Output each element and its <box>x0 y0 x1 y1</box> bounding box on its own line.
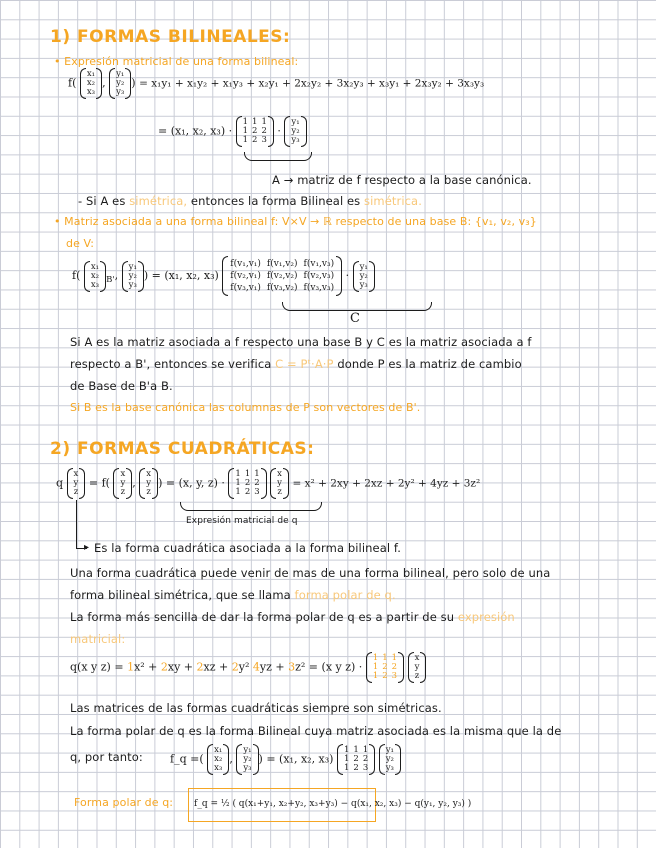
matrix-C: f(v₁,v₁) f(v₁,v₂) f(v₁,v₃) f(v₂,v₁) f(v₂,v₂) f(v₂,v₃) f(v₃,v₁) f(v₃,v₂) f(v₃,v₃) <box>222 258 342 294</box>
quadratic-term-1: (x y z) <box>77 660 111 674</box>
vector-x-polar: x₁ x₂ x₃ <box>207 746 229 773</box>
matrix-Q-polar: 1 1 1 1 2 2 1 2 3 <box>337 746 375 773</box>
quadratic-term-9: 2 <box>231 660 239 674</box>
quadratic-term-2: = <box>110 660 128 674</box>
bilinear-equation-2: = (x₁, x₂, x₃) · 1 1 1 1 2 2 1 2 3 · y₁ y₂ y₃ <box>158 118 307 145</box>
matrix-A-note: A → matriz de f respecto a la base canónica. <box>272 173 532 187</box>
paragraph-5b: q, por tanto: <box>70 750 143 764</box>
vector-xyz-5: x y z <box>408 654 427 681</box>
arrow-head-icon: ▸ <box>84 542 90 553</box>
vector-y-2: y₁ y₂ y₃ <box>284 118 306 145</box>
quadratic-term-13: 3 <box>288 660 296 674</box>
bilinear-equation-3: f( x₁ x₂ x₃ $_{B'}$, y₁ y₂ y₃ ) = (x₁, x₂, x₃) f(v₁,v₁) f(v₁,v₂) f(v₁,v₃) f(v₂,v₁) f(v₂,v₂) f(v₂,v₃) f(v₃,v₁) f(v₃,v₂) f(v₃,v₃) · y₁ y₂ y₃ <box>72 258 375 294</box>
quadratic-term-7: 2 <box>196 660 204 674</box>
paragraph-3a: La forma más sencilla de dar la forma polar de q es a partir de su expresión <box>70 610 515 624</box>
polar-form-label: Forma polar de q: <box>74 796 174 809</box>
quadratic-term-0: q <box>70 660 78 674</box>
vector-y-B-2: y₁ y₂ y₃ <box>353 263 375 290</box>
brace-C <box>282 302 432 311</box>
paragraph-2a: Una forma cuadrática puede venir de mas de una forma bilineal, pero solo de una <box>70 566 551 580</box>
paragraph-1b: respecto a B', entonces se verifica C = Pᵗ·A·P donde P es la matriz de cambio <box>70 357 522 371</box>
quadratic-term-4: x² + <box>134 660 161 674</box>
paragraph-3b: matricial: <box>70 632 126 646</box>
polar-equation: f_q =( x₁ x₂ x₃ , y₁ y₂ y₃ ) = (x₁, x₂, x₃) 1 1 1 1 2 2 1 2 3 y₁ y₂ y₃ <box>170 746 401 773</box>
brace-A <box>244 152 312 161</box>
quadratic-term-11: 4 <box>252 660 260 674</box>
quadratic-term-3: 1 <box>127 660 135 674</box>
matrix-expression-label: Expresión matricial de q <box>186 516 298 526</box>
paragraph-4: Las matrices de las formas cuadráticas siempre son simétricas. <box>70 701 442 715</box>
polar-form-formula: f_q = ½ ( q(x₁+y₁, x₂+y₂, x₃+y₃) − q(x₁, x₂, x₃) − q(y₁, y₂, y₃) ) <box>194 799 472 809</box>
quadratic-term-10: y² <box>238 660 253 674</box>
matrix-Q: 1 1 1 1 2 2 1 2 3 <box>228 470 266 497</box>
quadratic-equation-2 <box>70 654 426 681</box>
symmetric-note: - Si A es simétrica, entonces la forma Bilineal es simétrica. <box>78 194 422 208</box>
section-2-title: 2) FORMAS CUADRÁTICAS: <box>50 439 315 459</box>
bilinear-equation-1: f( x₁ x₂ x₃ , y₁ y₂ y₃ ) = x₁y₁ + x₁y₂ + x₁y₃ + x₂y₁ + 2x₂y₂ + 3x₂y₃ + x₃y₁ + 2x₃y₂ + 3x₃y₃ <box>68 69 485 97</box>
vector-y: y₁ y₂ y₃ <box>109 70 131 97</box>
quadratic-expansion <box>70 661 362 674</box>
vector-xyz-2: x y z <box>113 470 132 497</box>
vector-xyz: x y z <box>67 470 86 497</box>
quadratic-term-6: xy + <box>167 660 197 674</box>
arrow-note: Es la forma cuadrática asociada a la forma bilineal f. <box>94 541 401 555</box>
vector-y-B: y₁ y₂ y₃ <box>122 263 144 290</box>
vector-x: x₁ x₂ x₃ <box>80 70 102 97</box>
vector-x-B: x₁ x₂ x₃ <box>84 263 106 290</box>
matrix-Q-colored: 1 1 1 1 2 2 1 2 3 <box>366 654 404 681</box>
quadratic-term-5: 2 <box>160 660 168 674</box>
paragraph-1d: Si B es la base canónica las columnas de P son vectores de B'. <box>70 401 421 414</box>
vector-xyz-3: x y z <box>139 470 158 497</box>
paragraph-5a: La forma polar de q es la forma Bilineal cuya matriz asociada es la misma que la de <box>70 724 562 738</box>
quadratic-term-12: yz + <box>259 660 289 674</box>
bullet-matrix-expression: • Expresión matricial de una forma bilineal: <box>54 55 299 68</box>
quadratic-term-14: z² = (x y z) · <box>295 660 363 674</box>
matrix-C-label: C <box>350 311 360 326</box>
brace-expression <box>180 502 322 511</box>
quadratic-equation-1: q x y z = f( x y z , x y z ) = (x, y, z) · 1 1 1 1 2 2 1 2 3 x y z = x² + 2xy + 2xz + 2y² + 4yz + 3z² <box>56 469 481 497</box>
bullet-associated-matrix-cont: de V: <box>66 237 95 250</box>
vector-xyz-4: x y z <box>270 470 289 497</box>
paragraph-1c: de Base de B'a B. <box>70 379 173 393</box>
paragraph-1a: Si A es la matriz asociada a f respecto una base B y C es la matriz asociada a f <box>70 335 532 349</box>
bullet-associated-matrix: • Matriz asociada a una forma bilineal f: V×V → ℝ respecto de una base B: {v₁, v₂, v₃} <box>54 215 537 228</box>
matrix-A: 1 1 1 1 2 2 1 2 3 <box>236 118 274 145</box>
quadratic-term-8: xz + <box>203 660 232 674</box>
paragraph-2b: forma bilineal simétrica, que se llama forma polar de q. <box>70 588 396 602</box>
section-1-title: 1) FORMAS BILINEALES: <box>50 27 291 47</box>
vector-y-polar-2: y₁ y₂ y₃ <box>379 746 401 773</box>
vector-y-polar: y₁ y₂ y₃ <box>236 746 258 773</box>
